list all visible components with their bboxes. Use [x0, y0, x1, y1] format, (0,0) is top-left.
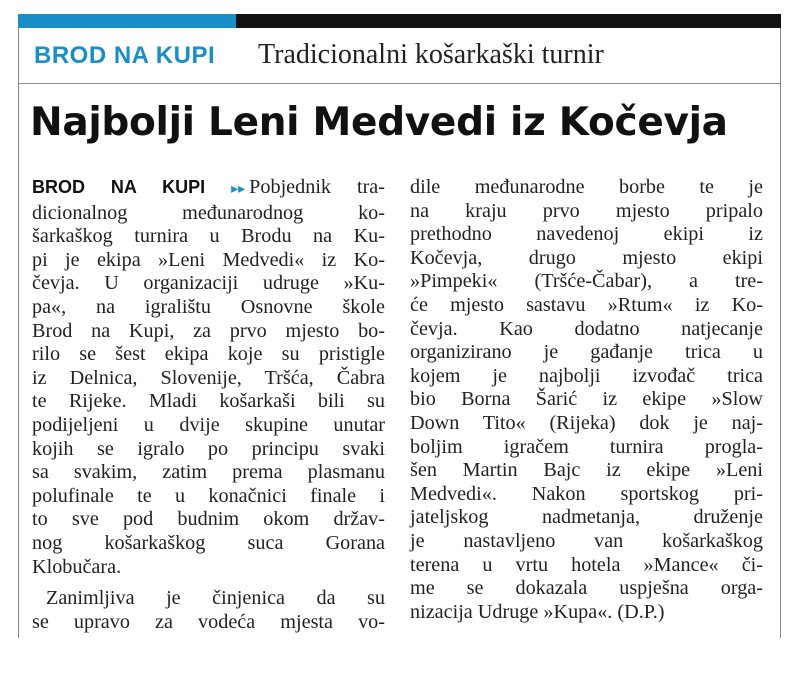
body-line: čevja. Kao dodatno natjecanje — [410, 317, 763, 340]
body-line: bio Borna Šarić iz ekipe »Slow — [410, 388, 763, 411]
header-divider — [18, 83, 781, 84]
section-kicker: BROD NA KUPI — [34, 42, 216, 69]
body-line: se upravo za vodeća mjesta vo- — [32, 610, 385, 633]
body-line: to sve pod budnim okom držav- — [32, 508, 385, 531]
body-line: boljim igračem turnira progla- — [410, 435, 763, 458]
body-line: na kraju prvo mjesto pripalo — [410, 199, 763, 222]
body-line: Klobučara. — [32, 555, 122, 578]
body-line: sa svakim, zatim prema plasmanu — [32, 461, 385, 484]
first-line — [32, 176, 385, 202]
dateline-arrows-icon: ▸▸ — [231, 181, 246, 197]
body-line: iz Delnica, Slovenije, Tršća, Čabra — [32, 366, 385, 389]
body-line: kojih se igralo po principu svaki — [32, 437, 385, 460]
top-color-bar — [18, 14, 781, 28]
body-line: Brod na Kupi, za prvo mjesto bo- — [32, 319, 385, 342]
body-line: Zanimljiva je činjenica da su — [46, 587, 385, 610]
body-line: me se dokazala uspješna orga- — [410, 577, 763, 600]
body-line: Down Tito« (Rijeka) dok je naj- — [410, 411, 763, 434]
section-header — [18, 28, 781, 83]
body-line: Pobjednik tra- — [249, 176, 385, 198]
body-line: kojem je najbolji izvođač trica — [410, 364, 763, 387]
body-line: šen Martin Bajc iz ekipe »Leni — [410, 459, 763, 482]
body-line: prethodno navedenoj ekipi iz — [410, 223, 763, 246]
body-line: dicionalnog međunarodnog ko- — [32, 201, 385, 224]
body-line: »Pimpeki« (Tršće-Čabar), a tre- — [410, 270, 763, 293]
body-line: te Rijeke. Mladi košarkaši bili su — [32, 390, 385, 413]
body-line: je nastavljeno van košarkaškog — [410, 529, 763, 552]
body-line: dile međunarodne borbe te je — [410, 176, 763, 198]
paragraph-gap — [32, 579, 385, 587]
body-line: jateljskog nadmetanja, druženje — [410, 506, 763, 529]
body-line: Medvedi«. Nakon sportskog pri- — [410, 482, 763, 505]
body-line: će mjesto sastavu »Rtum« iz Ko- — [410, 293, 763, 316]
body-line: nog košarkaškog suca Gorana — [32, 531, 385, 554]
body-line: rilo se šest ekipa koje su pristigle — [32, 343, 385, 366]
dateline: BROD NA KUPI — [32, 177, 206, 197]
body-line: čevja. U organizaciji udruge »Ku- — [32, 272, 385, 295]
body-line: polufinale te u konačnici finale i — [32, 484, 385, 507]
body-line: nizacija Udruge »Kupa«. (D.P.) — [410, 600, 665, 623]
body-line: podijeljeni u dvije skupine unutar — [32, 413, 385, 436]
top-accent-bar — [18, 14, 236, 28]
body-line: terena u vrtu hotela »Mance« či- — [410, 553, 763, 576]
article-column-1 — [32, 176, 385, 634]
section-subtitle: Tradicionalni košarkaški turnir — [258, 39, 604, 70]
body-line: Kočevja, drugo mjesto ekipi — [410, 246, 763, 269]
body-line: pa«, na igralištu Osnovne škole — [32, 295, 385, 318]
body-line: organizirano je gađanje trica u — [410, 341, 763, 364]
article-headline: Najbolji Leni Medvedi iz Kočevja — [30, 100, 728, 145]
body-line: pi je ekipa »Leni Medvedi« iz Ko- — [32, 248, 385, 271]
article-column-2 — [410, 176, 763, 624]
body-line: šarkaškog turnira u Brodu na Ku- — [32, 225, 385, 248]
